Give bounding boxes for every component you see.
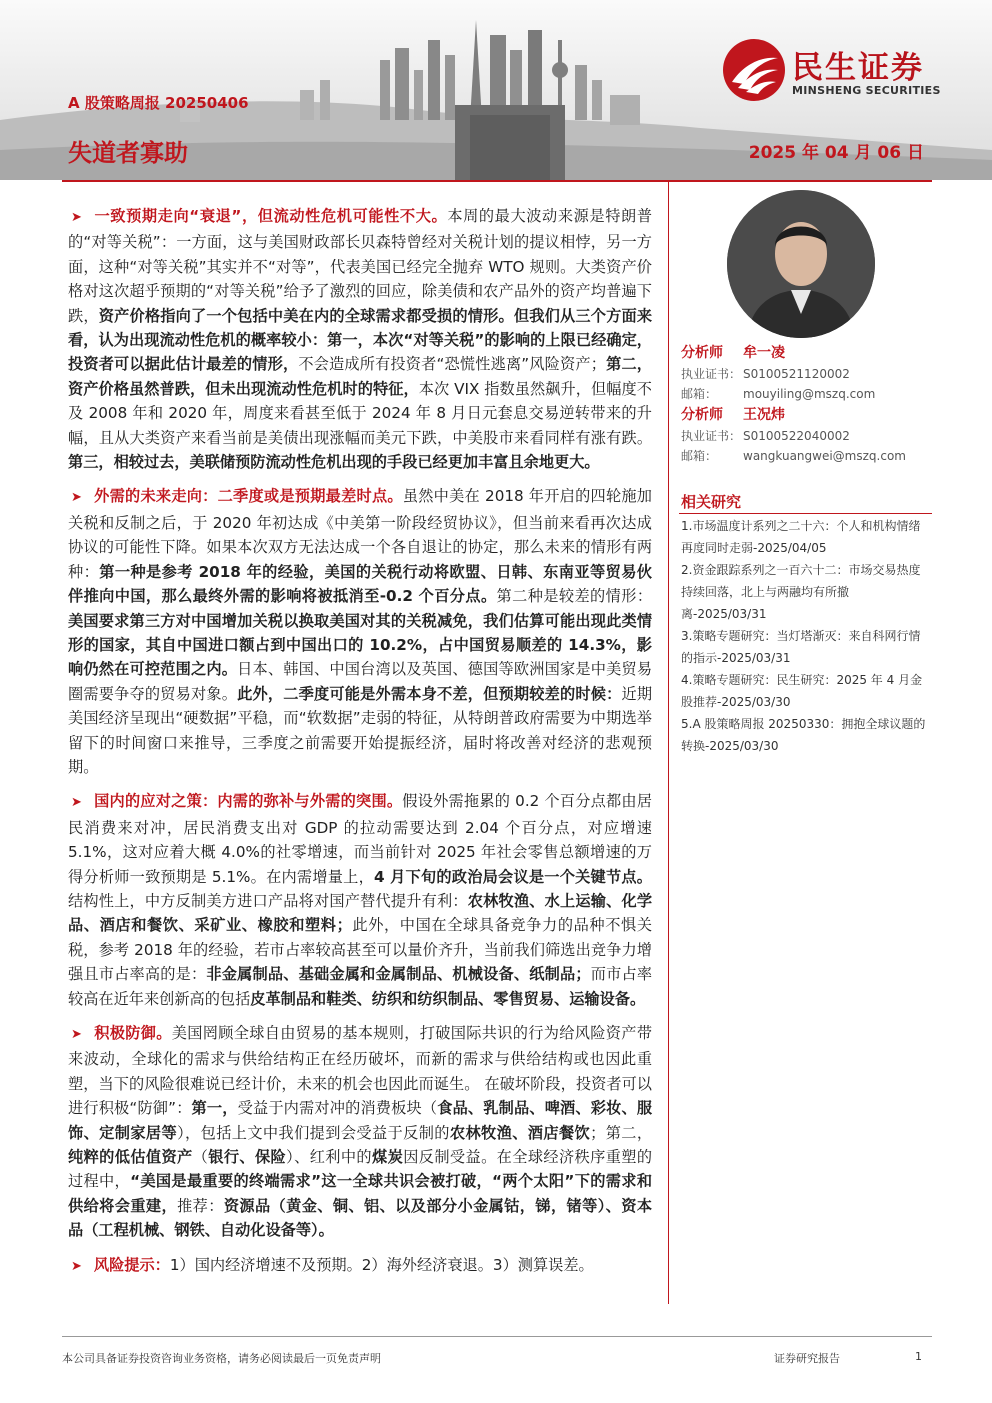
related-research-item[interactable]: 3.策略专题研究：当灯塔渐灭：来自科网行情的指示-2025/03/31 [681,629,921,665]
paragraph-text: 本周的最大波动来源是特朗普的“对等关税”：一方面，这与美国财政部长贝森特曾经对关税计划的提议相悖，另一方面，这种“对等关税”其实并不“对等”，代表美国已经完全抛弃 WTO 规则。大类资产价格对这次超乎预期的“对等关税”给予了激烈的回应，除美债和农产品外的资产均普遍下跌， [68,207,653,325]
bullet-arrow-icon: ➤ [71,490,82,506]
paragraph-text: 日本、韩国、中国台湾以及英国、德国等欧洲国家是中美贸易圈需要争夺的贸易对象。 [68,660,653,703]
cert-number: S0100521120002 [743,367,850,381]
paragraph-bold-text: 农林牧渔、水上运输、化学品、酒店和餐饮、采矿业、橡胶和塑料； [68,891,653,935]
footer-divider [62,1336,932,1337]
paragraph-text: 此外，中国在全球具备竞争力的品种不惧关税，参考 2018 年的经验，若市占率较高甚至可以量价齐升，当前我们筛选出竞争力增强且市占率高的是： [68,916,653,984]
paragraph-text: 近期美国经济呈现出“硬数据”平稳，而“软数据”走弱的特征，从特朗普政府需要为中期选举留下的时间窗口来推导，三季度之前需要开始提振经济，届时将改善对经济的悲观预期。 [68,684,653,776]
footer-disclaimer: 本公司具备证券投资咨询业务资格，请务必阅读最后一页免责声明 [62,1352,381,1365]
paragraph-bold-text: 资产价格指向了一个包括中美在内的全球需求都受损的情形。但我们从三个方面来看，认为出现流动性危机的概率较小：第一，本次“对等关税”的影响的上限已经确定，投资者可以据此估计最差的情形， [68,306,653,374]
related-research-item[interactable]: 2.资金跟踪系列之一百六十二：市场交易热度持续回落，北上与两融均有所撤离-2025/03/31 [681,563,921,621]
cert-number: S0100522040002 [743,429,850,443]
paragraph-bold-text: 第三，相较过去，美联储预防流动性危机出现的手段已经更加丰富且余地更大。 [68,453,600,472]
logo-chinese-name: 民生证券 [792,50,924,86]
email-label: 邮箱： [681,449,718,463]
paragraph-text: 推荐： [177,1196,224,1215]
analyst-cert-row [681,426,971,446]
related-research-title: 相关研究 [681,493,742,511]
paragraph-lead: 一致预期走向“衰退”，但流动性危机可能性不大。 [93,207,448,225]
paragraph-text: 因反制受益。在全球经济秩序重塑的过程中， [68,1148,653,1191]
analyst-email-row [681,446,971,466]
analyst-name: 王况炜 [743,407,785,423]
paragraph-bold-text: 银行、保险 [208,1148,287,1167]
analyst-portrait-icon [727,190,875,338]
related-research-item[interactable]: 4.策略专题研究：民生研究：2025 年 4 月金股推荐-2025/03/30 [681,673,923,709]
related-research-item[interactable]: 1.市场温度计系列之二十六：个人和机构情绪再度同时走弱-2025/04/05 [681,519,921,555]
paragraph-text: 而市占率较高在近年来创新高的包括 [68,965,653,1008]
paragraph-bold-text: 第一， [191,1099,238,1118]
related-research-item[interactable]: 5.A 股策略周报 20250330：拥抱全球议题的转换-2025/03/30 [681,717,926,753]
main-column [68,204,652,1289]
paragraph-bold-text: 资源品（黄金、铜、铝、以及部分小金属钴，锑，锗等）、资本品（工程机械、钢铁、自动化设备等）。 [68,1196,653,1240]
paragraph-bold-text: 食品、乳制品、啤酒、彩妆、服饰、定制家居等 [68,1099,653,1142]
paragraph-text: 不会造成所有投资者“恐慌性逃离”风险资产； [298,355,606,374]
analyst-cert-row [681,364,971,384]
analyst-role: 分析师 [681,407,723,423]
paragraph-bold-text: “美国是最重要的终端需求”这一全球共识会被打破，“两个太阳”下的需求和供给将会重建， [68,1172,653,1215]
paragraph-bold-text: 农林牧渔、酒店餐饮 [449,1123,591,1142]
paragraph-domestic-response [68,789,652,1011]
analyst-photo [727,190,875,338]
footer-doc-type: 证券研究报告 [774,1352,840,1365]
report-header [0,0,992,180]
analyst-email-row [681,384,971,404]
analyst-name-row [681,404,971,426]
paragraph-external-demand [68,484,652,779]
paragraph-text: 受益于内需对冲的消费板块（ [237,1099,438,1118]
related-research-list [681,515,931,757]
report-title: 失道者寡助 [68,139,188,167]
paragraph-lead: 风险提示： [93,1255,170,1274]
bullet-arrow-icon: ➤ [71,1027,82,1042]
cert-label: 执业证书： [681,429,742,443]
report-series: A 股策略周报 20250406 [68,94,249,112]
paragraph-risk [68,1253,652,1279]
paragraph-text: （ [192,1148,209,1167]
analyst-name: 牟一凌 [743,345,785,361]
analyst-name-row [681,342,971,364]
analyst-card [681,342,971,466]
analyst-role: 分析师 [681,345,723,361]
paragraph-active-defense [68,1021,652,1243]
paragraph-text: 第二种是较差的情形： [496,587,653,606]
bullet-arrow-icon: ➤ [71,1258,82,1274]
paragraph-lead: 积极防御。 [93,1024,172,1042]
logo-english-name: MINSHENG SECURITIES [792,84,941,97]
report-date: 2025 年 04 月 06 日 [748,143,924,163]
paragraph-text: 虽然中美在 2018 年开启的四轮施加关税和反制之后，于 2020 年初达成《中美第一阶段经贸协议》，但当前来看再次达成协议的可能性下降。如果本次双方无法达成一个各自退让的协定，那么未来的情形有两种： [68,487,652,581]
paragraph-bold-text: 美国要求第三方对中国增加关税以换取美国对其的关税减免，我们估算可能出现此类情形的国家，其自中国进口额占到中国出口的 10.2%，占中国贸易顺差的 14.3%，影响仍然在可控范围之内。 [68,611,652,679]
paragraph-lead: 国内的应对之策：内需的弥补与外需的突围。 [93,792,403,811]
paragraph-text: ）、红利中的 [286,1148,373,1167]
paragraph-bold-text: 此外，二季度可能是外需本身不差，但预期较差的时候： [237,684,622,703]
paragraph-bold-text: 纯粹的低估值资产 [68,1148,193,1167]
minsheng-logo [722,38,972,108]
bullet-arrow-icon: ➤ [71,795,82,811]
paragraph-text: 本次 VIX 指数虽然飙升，但幅度不及 2008 年和 2020 年，周度来看甚至低于 2024 年 8 月日元套息交易逆转带来的升幅，且从大类资产来看当前是美债出现涨幅而美元下跌，中美股市来看同样有涨有跌。 [68,379,652,447]
related-research-divider [679,513,932,514]
header-divider [62,180,932,182]
paragraph-bold-text: 非金属制品、基础金属和金属制品、机械设备、纸制品； [206,965,591,984]
cert-label: 执业证书： [681,367,742,381]
column-divider [668,182,669,1304]
paragraph-text: ；第二， [590,1123,653,1142]
email-label: 邮箱： [681,387,718,401]
paragraph-text: ），包括上文中我们提到会受益于反制的 [177,1123,450,1142]
minsheng-logo-icon [722,38,786,102]
paragraph-bold-text: 煤炭 [372,1148,404,1167]
paragraph-text: 结构性上，中方反制美方进口产品将对国产替代提升有利： [68,891,468,910]
page-number: 1 [915,1350,922,1363]
paragraph-text: 假设外需拖累的 0.2 个百分点都由居民消费来对冲，居民消费支出对 GDP 的拉动需要达到 2.04 个百分点，对应增速 5.1%，这对应着大概 4.0%的社零增速，而当前针对 2025 年社会零售总额增速的万得分析师一致预期是 5.1%。在内需增量上， [68,792,653,886]
analyst-email[interactable]: wangkuangwei@mszq.com [743,449,906,463]
paragraph-text: 1）国内经济增速不及预期。2）海外经济衰退。3）测算误差。 [169,1255,594,1274]
paragraph-consensus [68,204,652,474]
paragraph-lead: 外需的未来走向：二季度或是预期最差时点。 [93,487,403,506]
paragraph-bold-text: 皮革制品和鞋类、纺织和纺织制品、零售贸易、运输设备。 [250,989,646,1008]
paragraph-bold-text: 4 月下旬的政治局会议是一个关键节点。 [374,867,652,886]
analyst-email[interactable]: mouyiling@mszq.com [743,387,876,401]
paragraph-bold-text: 第一种是参考 2018 年的经验，美国的关税行动将欧盟、日韩、东南亚等贸易伙伴推向中国，那么最终外需的影响将被抵消至-0.2 个百分点。 [68,562,652,606]
paragraph-bold-text: 第二，资产价格虽然普跌，但未出现流动性危机时的特征， [68,355,652,398]
bullet-arrow-icon: ➤ [71,210,82,225]
paragraph-text: 美国罔顾全球自由贸易的基本规则，打破国际共识的行为给风险资产带来波动，全球化的需求与供给结构正在经历破坏，而新的需求与供给结构或也因此重塑，当下的风险很难说已经计价，未来的机会也因此而诞生。 在破坏阶段，投资者可以进行积极“防御”： [68,1024,653,1118]
